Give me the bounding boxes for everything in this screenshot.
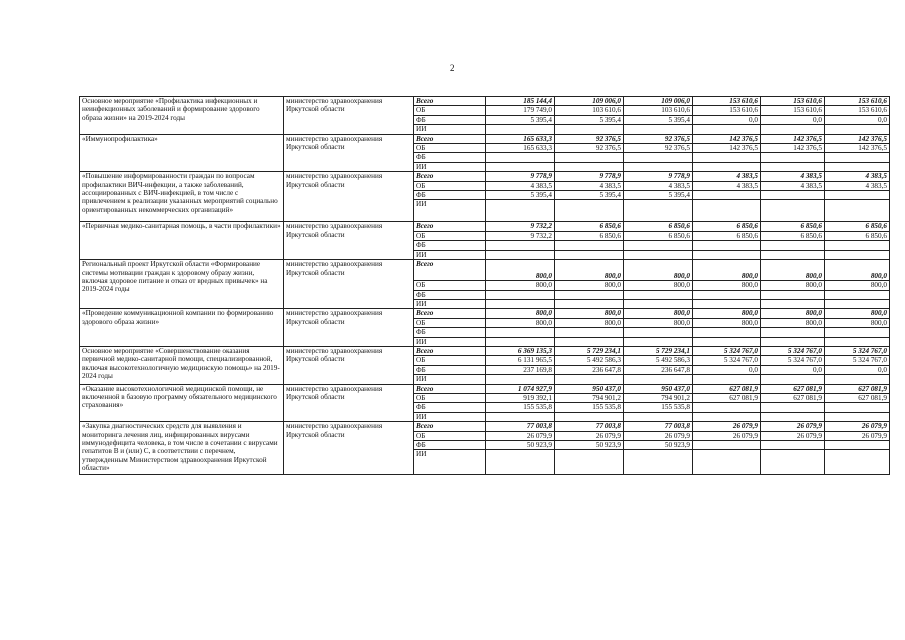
amount-cell bbox=[624, 299, 693, 308]
amount-cell: 142 376,5 bbox=[825, 144, 890, 153]
funding-source: ФБ bbox=[414, 365, 486, 374]
amount-cell bbox=[624, 241, 693, 250]
table-row bbox=[80, 346, 890, 355]
amount-cell: 800,0 bbox=[624, 281, 693, 290]
amount-cell: 800,0 bbox=[825, 260, 890, 281]
amount-cell: 627 081,9 bbox=[825, 384, 890, 393]
amount-cell: 4 383,5 bbox=[486, 181, 555, 190]
amount-cell: 627 081,9 bbox=[825, 393, 890, 402]
amount-cell: 155 535,8 bbox=[555, 403, 624, 412]
funding-source: ОБ bbox=[414, 431, 486, 440]
amount-cell bbox=[486, 337, 555, 346]
funding-source: ФБ bbox=[414, 191, 486, 200]
measure-name: «Первичная медико-санитарная помощь, в части профилактики» bbox=[80, 222, 284, 260]
amount-cell bbox=[555, 450, 624, 475]
amount-cell bbox=[693, 328, 761, 337]
amount-cell: 153 610,6 bbox=[693, 97, 761, 106]
amount-cell: 103 610,6 bbox=[624, 106, 693, 115]
amount-cell: 800,0 bbox=[555, 318, 624, 327]
amount-cell bbox=[825, 441, 890, 450]
amount-cell: 5 324 767,0 bbox=[693, 346, 761, 355]
amount-cell bbox=[486, 375, 555, 384]
amount-cell bbox=[486, 290, 555, 299]
amount-cell bbox=[486, 162, 555, 171]
amount-cell: 6 850,6 bbox=[693, 222, 761, 231]
amount-cell: 9 778,9 bbox=[486, 172, 555, 181]
table-row bbox=[80, 384, 890, 393]
amount-cell: 92 376,5 bbox=[555, 144, 624, 153]
funding-source: Всего bbox=[414, 346, 486, 355]
amount-cell bbox=[555, 153, 624, 162]
amount-cell: 800,0 bbox=[555, 281, 624, 290]
amount-cell bbox=[624, 250, 693, 259]
amount-cell bbox=[624, 162, 693, 171]
funding-source: ОБ bbox=[414, 106, 486, 115]
executor: министерство здравоохранения Иркутской области bbox=[284, 97, 414, 135]
amount-cell: 4 383,5 bbox=[825, 172, 890, 181]
amount-cell: 26 079,9 bbox=[825, 431, 890, 440]
amount-cell bbox=[624, 125, 693, 134]
amount-cell: 165 633,3 bbox=[486, 144, 555, 153]
funding-source: ОБ bbox=[414, 231, 486, 240]
amount-cell bbox=[761, 241, 825, 250]
amount-cell bbox=[761, 441, 825, 450]
measure-name: Основное мероприятие «Профилактика инфекционных и неинфекционных заболеваний и формирование здорового образа жизни» на 2019-2024 годы bbox=[80, 97, 284, 135]
funding-source: ИИ bbox=[414, 375, 486, 384]
table-row bbox=[80, 172, 890, 181]
executor: министерство здравоохранения Иркутской области bbox=[284, 134, 414, 172]
budget-table bbox=[79, 96, 890, 475]
executor: министерство здравоохранения Иркутской области bbox=[284, 422, 414, 475]
amount-cell bbox=[486, 153, 555, 162]
funding-source: Всего bbox=[414, 222, 486, 231]
funding-source: Всего bbox=[414, 97, 486, 106]
funding-source: ИИ bbox=[414, 337, 486, 346]
amount-cell bbox=[825, 412, 890, 421]
amount-cell: 800,0 bbox=[693, 309, 761, 318]
funding-source: ИИ bbox=[414, 299, 486, 308]
amount-cell: 800,0 bbox=[693, 281, 761, 290]
amount-cell: 5 324 767,0 bbox=[693, 356, 761, 365]
amount-cell: 142 376,5 bbox=[693, 134, 761, 143]
amount-cell: 26 079,9 bbox=[486, 431, 555, 440]
amount-cell bbox=[555, 299, 624, 308]
amount-cell bbox=[624, 450, 693, 475]
amount-cell: 142 376,5 bbox=[761, 144, 825, 153]
amount-cell: 6 850,6 bbox=[555, 222, 624, 231]
amount-cell bbox=[624, 200, 693, 222]
amount-cell bbox=[693, 250, 761, 259]
amount-cell bbox=[825, 125, 890, 134]
amount-cell: 142 376,5 bbox=[693, 144, 761, 153]
amount-cell: 919 392,1 bbox=[486, 393, 555, 402]
amount-cell bbox=[486, 125, 555, 134]
amount-cell bbox=[761, 299, 825, 308]
amount-cell: 800,0 bbox=[761, 281, 825, 290]
funding-source: Всего bbox=[414, 384, 486, 393]
amount-cell bbox=[693, 375, 761, 384]
amount-cell: 236 647,8 bbox=[624, 365, 693, 374]
amount-cell: 6 850,6 bbox=[761, 231, 825, 240]
amount-cell bbox=[693, 162, 761, 171]
executor: министерство здравоохранения Иркутской области bbox=[284, 309, 414, 347]
amount-cell: 50 923,9 bbox=[555, 441, 624, 450]
table-row bbox=[80, 134, 890, 143]
amount-cell: 800,0 bbox=[555, 309, 624, 318]
amount-cell: 165 633,3 bbox=[486, 134, 555, 143]
amount-cell: 794 901,2 bbox=[555, 393, 624, 402]
amount-cell bbox=[624, 375, 693, 384]
amount-cell: 26 079,9 bbox=[693, 431, 761, 440]
funding-source: ОБ bbox=[414, 181, 486, 190]
executor: министерство здравоохранения Иркутской области bbox=[284, 172, 414, 222]
table-row bbox=[80, 222, 890, 231]
amount-cell bbox=[486, 450, 555, 475]
amount-cell: 800,0 bbox=[825, 309, 890, 318]
amount-cell bbox=[761, 412, 825, 421]
amount-cell bbox=[825, 250, 890, 259]
amount-cell bbox=[693, 241, 761, 250]
amount-cell bbox=[761, 191, 825, 200]
amount-cell: 77 003,8 bbox=[486, 422, 555, 431]
amount-cell: 9 778,9 bbox=[624, 172, 693, 181]
funding-source: ФБ bbox=[414, 441, 486, 450]
funding-source: ОБ bbox=[414, 144, 486, 153]
funding-source: ОБ bbox=[414, 393, 486, 402]
amount-cell bbox=[825, 200, 890, 222]
amount-cell: 800,0 bbox=[693, 260, 761, 281]
amount-cell bbox=[761, 375, 825, 384]
funding-source: Всего bbox=[414, 422, 486, 431]
amount-cell: 5 324 767,0 bbox=[825, 346, 890, 355]
amount-cell: 4 383,5 bbox=[761, 172, 825, 181]
amount-cell bbox=[825, 153, 890, 162]
amount-cell: 6 131 965,5 bbox=[486, 356, 555, 365]
measure-name: Региональный проект Иркутской области «Формирование системы мотивации граждан к здоровому образу жизни, включая здоровое питание и отказ от вредных привычек» на 2019-2024 годы bbox=[80, 260, 284, 309]
amount-cell: 50 923,9 bbox=[624, 441, 693, 450]
amount-cell: 627 081,9 bbox=[761, 393, 825, 402]
amount-cell bbox=[825, 290, 890, 299]
amount-cell: 109 006,0 bbox=[624, 97, 693, 106]
amount-cell: 109 006,0 bbox=[555, 97, 624, 106]
amount-cell: 800,0 bbox=[825, 318, 890, 327]
executor: министерство здравоохранения Иркутской области bbox=[284, 260, 414, 309]
amount-cell: 950 437,0 bbox=[555, 384, 624, 393]
funding-source: ОБ bbox=[414, 281, 486, 290]
amount-cell: 0,0 bbox=[693, 115, 761, 124]
funding-source: ФБ bbox=[414, 290, 486, 299]
amount-cell: 153 610,6 bbox=[825, 106, 890, 115]
amount-cell: 800,0 bbox=[761, 309, 825, 318]
amount-cell: 800,0 bbox=[761, 260, 825, 281]
funding-source: Всего bbox=[414, 172, 486, 181]
amount-cell: 5 395,4 bbox=[555, 191, 624, 200]
table-row bbox=[80, 422, 890, 431]
amount-cell bbox=[486, 250, 555, 259]
amount-cell bbox=[555, 125, 624, 134]
amount-cell: 4 383,5 bbox=[555, 181, 624, 190]
amount-cell bbox=[761, 162, 825, 171]
amount-cell: 26 079,9 bbox=[693, 422, 761, 431]
amount-cell: 4 383,5 bbox=[693, 181, 761, 190]
amount-cell bbox=[761, 450, 825, 475]
amount-cell: 179 749,0 bbox=[486, 106, 555, 115]
amount-cell: 0,0 bbox=[761, 115, 825, 124]
executor: министерство здравоохранения Иркутской области bbox=[284, 222, 414, 260]
amount-cell: 800,0 bbox=[624, 318, 693, 327]
amount-cell: 800,0 bbox=[486, 318, 555, 327]
amount-cell: 5 729 234,1 bbox=[555, 346, 624, 355]
amount-cell bbox=[693, 125, 761, 134]
amount-cell: 77 003,8 bbox=[624, 422, 693, 431]
funding-source: ИИ bbox=[414, 450, 486, 475]
amount-cell bbox=[825, 162, 890, 171]
amount-cell bbox=[825, 241, 890, 250]
amount-cell bbox=[693, 412, 761, 421]
amount-cell: 5 492 586,3 bbox=[555, 356, 624, 365]
amount-cell: 5 324 767,0 bbox=[761, 346, 825, 355]
amount-cell: 50 923,9 bbox=[486, 441, 555, 450]
amount-cell: 237 169,8 bbox=[486, 365, 555, 374]
amount-cell bbox=[693, 200, 761, 222]
funding-source: ИИ bbox=[414, 200, 486, 222]
amount-cell bbox=[761, 337, 825, 346]
amount-cell bbox=[825, 403, 890, 412]
table-row bbox=[80, 309, 890, 318]
amount-cell bbox=[825, 375, 890, 384]
amount-cell: 142 376,5 bbox=[825, 134, 890, 143]
amount-cell bbox=[761, 153, 825, 162]
amount-cell bbox=[761, 200, 825, 222]
amount-cell: 627 081,9 bbox=[761, 384, 825, 393]
amount-cell: 92 376,5 bbox=[624, 134, 693, 143]
measure-name: «Иммунопрофилактика» bbox=[80, 134, 284, 172]
amount-cell: 1 074 927,9 bbox=[486, 384, 555, 393]
measure-name: «Проведение коммуникационной компании по формированию здорового образа жизни» bbox=[80, 309, 284, 347]
amount-cell: 142 376,5 bbox=[761, 134, 825, 143]
amount-cell bbox=[486, 412, 555, 421]
amount-cell: 9 778,9 bbox=[555, 172, 624, 181]
amount-cell: 6 850,6 bbox=[825, 222, 890, 231]
amount-cell: 153 610,6 bbox=[761, 106, 825, 115]
funding-source: ИИ bbox=[414, 250, 486, 259]
amount-cell: 800,0 bbox=[761, 318, 825, 327]
amount-cell: 6 850,6 bbox=[624, 222, 693, 231]
amount-cell bbox=[486, 241, 555, 250]
funding-source: ИИ bbox=[414, 162, 486, 171]
amount-cell: 5 395,4 bbox=[486, 115, 555, 124]
amount-cell bbox=[555, 290, 624, 299]
amount-cell: 0,0 bbox=[693, 365, 761, 374]
amount-cell bbox=[555, 375, 624, 384]
amount-cell: 92 376,5 bbox=[555, 134, 624, 143]
amount-cell: 800,0 bbox=[825, 281, 890, 290]
amount-cell bbox=[555, 162, 624, 171]
funding-source: Всего bbox=[414, 260, 486, 281]
amount-cell: 800,0 bbox=[486, 309, 555, 318]
amount-cell: 153 610,6 bbox=[761, 97, 825, 106]
page-number: 2 bbox=[450, 63, 455, 73]
amount-cell bbox=[825, 450, 890, 475]
amount-cell bbox=[624, 412, 693, 421]
funding-source: ФБ bbox=[414, 403, 486, 412]
amount-cell: 26 079,9 bbox=[624, 431, 693, 440]
amount-cell: 0,0 bbox=[825, 115, 890, 124]
amount-cell: 236 647,8 bbox=[555, 365, 624, 374]
amount-cell: 6 850,6 bbox=[624, 231, 693, 240]
amount-cell: 26 079,9 bbox=[825, 422, 890, 431]
amount-cell: 5 492 586,3 bbox=[624, 356, 693, 365]
amount-cell bbox=[825, 191, 890, 200]
measure-name: «Повышение информированности граждан по вопросам профилактики ВИЧ-инфекции, а также заболеваний, ассоциированных с ВИЧ-инфекцией, в том числе с привлечением к реализации указанных мероприятий социально ориентированных некоммерческих организаций» bbox=[80, 172, 284, 222]
amount-cell: 800,0 bbox=[624, 309, 693, 318]
amount-cell bbox=[486, 299, 555, 308]
funding-source: ФБ bbox=[414, 115, 486, 124]
funding-source: ОБ bbox=[414, 356, 486, 365]
amount-cell: 5 729 234,1 bbox=[624, 346, 693, 355]
funding-source: ФБ bbox=[414, 328, 486, 337]
amount-cell: 950 437,0 bbox=[624, 384, 693, 393]
amount-cell bbox=[693, 337, 761, 346]
amount-cell: 800,0 bbox=[486, 281, 555, 290]
amount-cell: 6 369 135,3 bbox=[486, 346, 555, 355]
amount-cell bbox=[624, 337, 693, 346]
amount-cell: 5 395,4 bbox=[624, 191, 693, 200]
amount-cell: 800,0 bbox=[693, 318, 761, 327]
amount-cell: 153 610,6 bbox=[825, 97, 890, 106]
amount-cell bbox=[555, 241, 624, 250]
amount-cell: 6 850,6 bbox=[693, 231, 761, 240]
amount-cell: 0,0 bbox=[761, 365, 825, 374]
table-row bbox=[80, 260, 890, 281]
amount-cell: 800,0 bbox=[624, 260, 693, 281]
measure-name: «Оказание высокотехнологичной медицинской помощи, не включенной в базовую программу обязательного медицинского страхования» bbox=[80, 384, 284, 422]
amount-cell bbox=[555, 412, 624, 421]
amount-cell bbox=[693, 403, 761, 412]
amount-cell: 5 395,4 bbox=[624, 115, 693, 124]
amount-cell: 77 003,8 bbox=[555, 422, 624, 431]
amount-cell bbox=[693, 450, 761, 475]
amount-cell: 6 850,6 bbox=[825, 231, 890, 240]
measure-name: «Закупка диагностических средств для выявления и мониторинга лечения лиц, инфицированных вирусами иммунодефицита человека, в том числе в сочетании с вирусами гепатитов В и (или) С, в соответствии с перечнем, утвержденным Министерством здравоохранения Иркутской области» bbox=[80, 422, 284, 475]
amount-cell bbox=[555, 337, 624, 346]
funding-source: ФБ bbox=[414, 153, 486, 162]
amount-cell: 153 610,6 bbox=[693, 106, 761, 115]
executor: министерство здравоохранения Иркутской области bbox=[284, 346, 414, 384]
amount-cell: 6 850,6 bbox=[761, 222, 825, 231]
amount-cell: 9 732,2 bbox=[486, 231, 555, 240]
measure-name: Основное мероприятие «Совершенствование оказания первичной медико-санитарной помощи, специализированной, включая высокотехнологичную медицинскую помощь» на 2019-2024 годы bbox=[80, 346, 284, 384]
amount-cell: 0,0 bbox=[825, 365, 890, 374]
amount-cell: 9 732,2 bbox=[486, 222, 555, 231]
amount-cell: 4 383,5 bbox=[761, 181, 825, 190]
amount-cell: 155 535,8 bbox=[624, 403, 693, 412]
amount-cell: 4 383,5 bbox=[825, 181, 890, 190]
amount-cell: 103 610,6 bbox=[555, 106, 624, 115]
amount-cell: 92 376,5 bbox=[624, 144, 693, 153]
funding-source: ИИ bbox=[414, 125, 486, 134]
amount-cell: 6 850,6 bbox=[555, 231, 624, 240]
amount-cell bbox=[693, 441, 761, 450]
amount-cell bbox=[624, 153, 693, 162]
amount-cell bbox=[761, 403, 825, 412]
amount-cell: 4 383,5 bbox=[624, 181, 693, 190]
amount-cell bbox=[693, 191, 761, 200]
amount-cell: 800,0 bbox=[486, 260, 555, 281]
table-row bbox=[80, 97, 890, 106]
amount-cell: 5 395,4 bbox=[486, 191, 555, 200]
amount-cell: 26 079,9 bbox=[761, 422, 825, 431]
amount-cell: 800,0 bbox=[555, 260, 624, 281]
amount-cell bbox=[693, 153, 761, 162]
amount-cell: 5 324 767,0 bbox=[761, 356, 825, 365]
funding-source: ФБ bbox=[414, 241, 486, 250]
amount-cell: 794 901,2 bbox=[624, 393, 693, 402]
amount-cell bbox=[761, 328, 825, 337]
executor: министерство здравоохранения Иркутской области bbox=[284, 384, 414, 422]
amount-cell: 5 324 767,0 bbox=[825, 356, 890, 365]
amount-cell: 155 535,8 bbox=[486, 403, 555, 412]
amount-cell bbox=[761, 290, 825, 299]
amount-cell: 26 079,9 bbox=[555, 431, 624, 440]
amount-cell: 26 079,9 bbox=[761, 431, 825, 440]
amount-cell bbox=[555, 200, 624, 222]
amount-cell bbox=[624, 328, 693, 337]
amount-cell: 185 144,4 bbox=[486, 97, 555, 106]
amount-cell bbox=[624, 290, 693, 299]
amount-cell bbox=[693, 299, 761, 308]
amount-cell bbox=[555, 328, 624, 337]
amount-cell bbox=[693, 290, 761, 299]
amount-cell: 627 081,9 bbox=[693, 393, 761, 402]
amount-cell: 5 395,4 bbox=[555, 115, 624, 124]
amount-cell bbox=[825, 299, 890, 308]
funding-source: ИИ bbox=[414, 412, 486, 421]
funding-source: Всего bbox=[414, 134, 486, 143]
amount-cell bbox=[761, 125, 825, 134]
amount-cell: 627 081,9 bbox=[693, 384, 761, 393]
amount-cell bbox=[825, 337, 890, 346]
funding-source: Всего bbox=[414, 309, 486, 318]
amount-cell bbox=[555, 250, 624, 259]
amount-cell bbox=[825, 328, 890, 337]
funding-source: ОБ bbox=[414, 318, 486, 327]
amount-cell bbox=[486, 328, 555, 337]
amount-cell bbox=[761, 250, 825, 259]
amount-cell: 4 383,5 bbox=[693, 172, 761, 181]
amount-cell bbox=[486, 200, 555, 222]
